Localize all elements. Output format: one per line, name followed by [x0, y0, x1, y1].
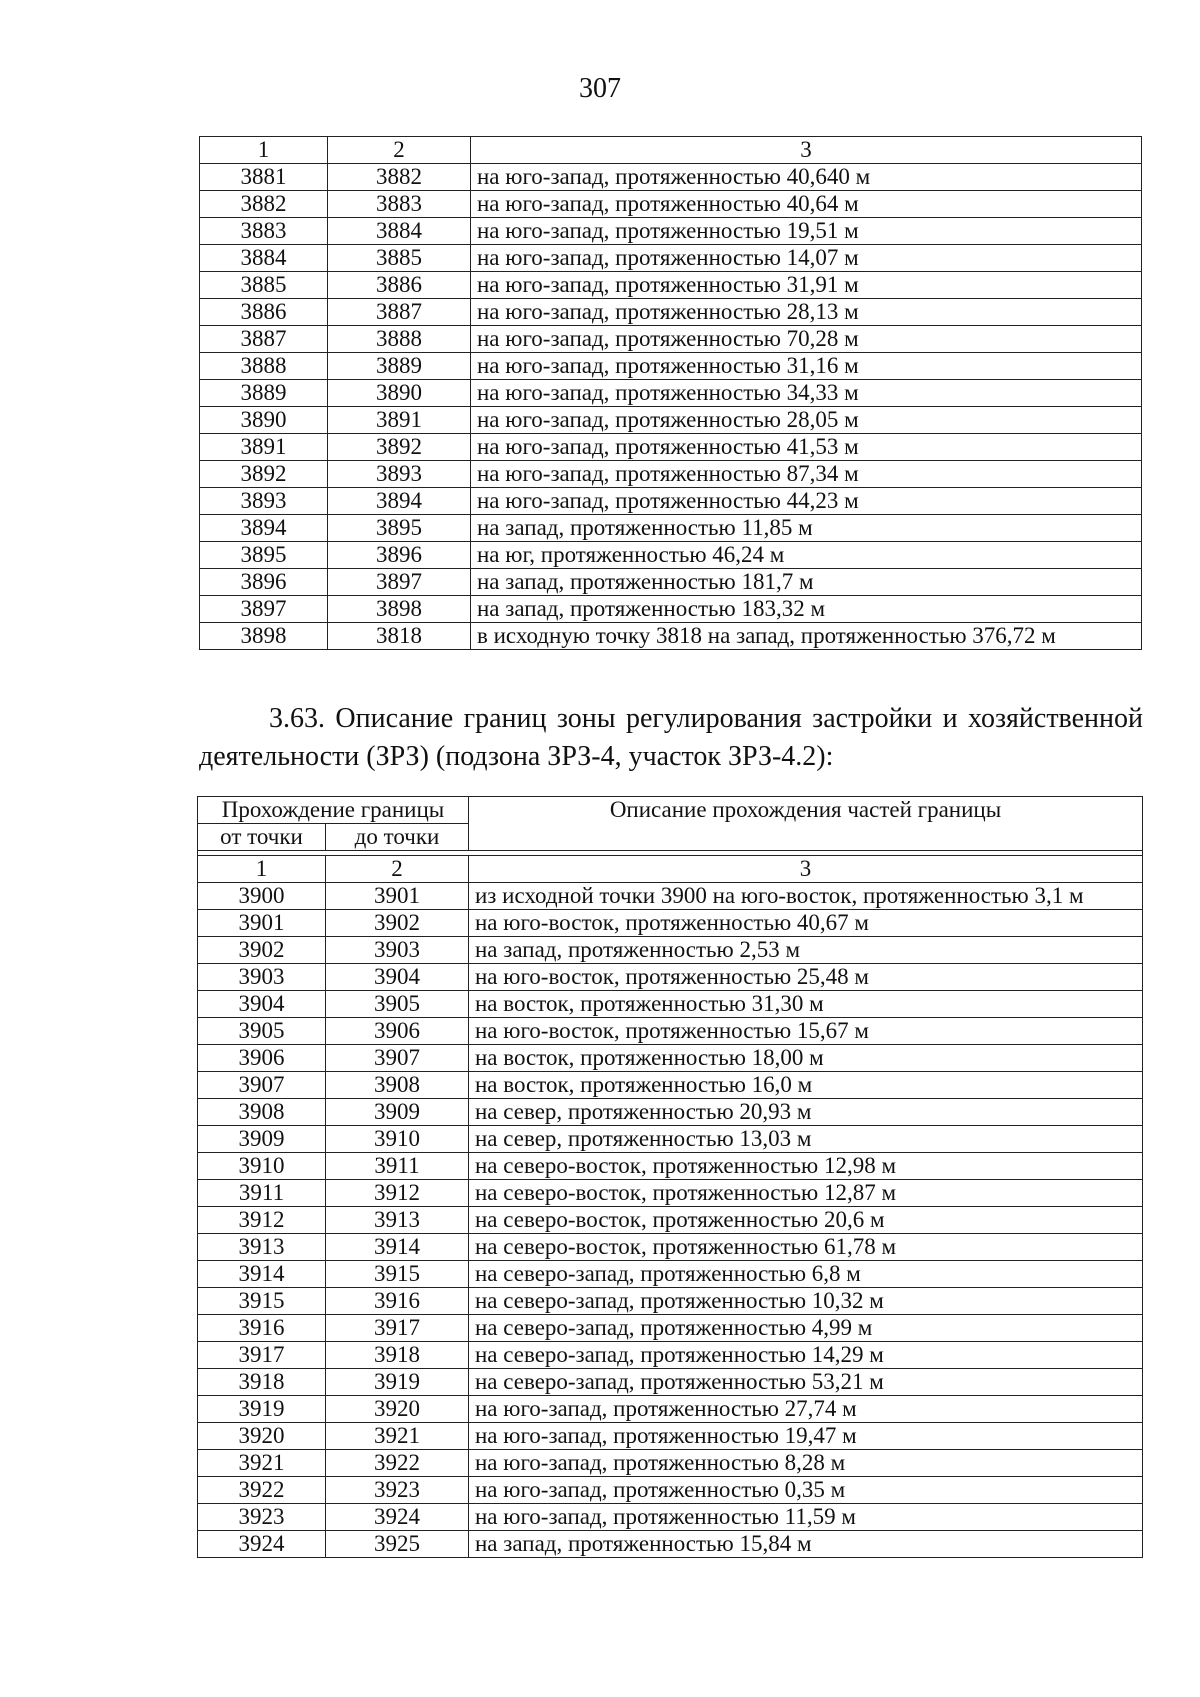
to-point-cell: 3887 [328, 299, 471, 326]
description-cell: на запад, протяженностью 181,7 м [471, 569, 1142, 596]
from-point-cell: 3918 [198, 1369, 326, 1396]
table-row [198, 1288, 1143, 1315]
to-point-cell: 3902 [326, 910, 469, 937]
boundary-table-continued [199, 136, 1142, 650]
to-point-cell: 3893 [328, 461, 471, 488]
table-row [200, 407, 1142, 434]
table-row [200, 542, 1142, 569]
to-point-cell: 3919 [326, 1369, 469, 1396]
description-cell: на северо-восток, протяженностью 61,78 м [469, 1234, 1143, 1261]
header-boundary-passage: Прохождение границы [198, 797, 469, 824]
from-point-cell: 3886 [200, 299, 328, 326]
section-heading [199, 700, 1143, 776]
table-row [198, 910, 1143, 937]
table-row [198, 1180, 1143, 1207]
column-number: 2 [326, 856, 469, 883]
from-point-cell: 3923 [198, 1504, 326, 1531]
from-point-cell: 3916 [198, 1315, 326, 1342]
to-point-cell: 3890 [328, 380, 471, 407]
description-cell: на юго-запад, протяженностью 70,28 м [471, 326, 1142, 353]
description-cell: на юго-восток, протяженностью 25,48 м [469, 964, 1143, 991]
from-point-cell: 3887 [200, 326, 328, 353]
column-number: 1 [198, 856, 326, 883]
description-cell: на юго-запад, протяженностью 31,16 м [471, 353, 1142, 380]
to-point-cell: 3891 [328, 407, 471, 434]
description-cell: на северо-запад, протяженностью 10,32 м [469, 1288, 1143, 1315]
to-point-cell: 3916 [326, 1288, 469, 1315]
from-point-cell: 3883 [200, 218, 328, 245]
table-row [198, 1531, 1143, 1558]
table-row [200, 596, 1142, 623]
to-point-cell: 3905 [326, 991, 469, 1018]
from-point-cell: 3905 [198, 1018, 326, 1045]
to-point-cell: 3921 [326, 1423, 469, 1450]
table-row [200, 515, 1142, 542]
to-point-cell: 3909 [326, 1099, 469, 1126]
column-number: 3 [469, 856, 1143, 883]
table-row [200, 380, 1142, 407]
to-point-cell: 3906 [326, 1018, 469, 1045]
from-point-cell: 3922 [198, 1477, 326, 1504]
table-row [198, 883, 1143, 910]
table-row [200, 164, 1142, 191]
description-cell: на юго-запад, протяженностью 8,28 м [469, 1450, 1143, 1477]
page-number: 307 [579, 73, 621, 104]
description-cell: на юго-восток, протяженностью 15,67 м [469, 1018, 1143, 1045]
to-point-cell: 3897 [328, 569, 471, 596]
description-cell: на север, протяженностью 13,03 м [469, 1126, 1143, 1153]
table-body [200, 137, 1142, 650]
column-number: 3 [471, 137, 1142, 164]
from-point-cell: 3881 [200, 164, 328, 191]
from-point-cell: 3908 [198, 1099, 326, 1126]
table-row [198, 1504, 1143, 1531]
description-cell: на северо-восток, протяженностью 20,6 м [469, 1207, 1143, 1234]
table-row [198, 937, 1143, 964]
boundary-table-zrz-4-2 [197, 796, 1143, 1558]
to-point-cell: 3924 [326, 1504, 469, 1531]
table-row [198, 1126, 1143, 1153]
from-point-cell: 3884 [200, 245, 328, 272]
to-point-cell: 3895 [328, 515, 471, 542]
section-heading-line-1: 3.63. Описание границ зоны регулирования застройки и хозяйственной [269, 703, 1143, 734]
from-point-cell: 3902 [198, 937, 326, 964]
to-point-cell: 3903 [326, 937, 469, 964]
table-row [198, 1045, 1143, 1072]
column-number: 2 [328, 137, 471, 164]
description-cell: на юго-запад, протяженностью 87,34 м [471, 461, 1142, 488]
table-row [200, 245, 1142, 272]
table-row [200, 488, 1142, 515]
to-point-cell: 3907 [326, 1045, 469, 1072]
description-cell: на юг, протяженностью 46,24 м [471, 542, 1142, 569]
section-heading-line-2: деятельности (ЗРЗ) (подзона ЗРЗ-4, участок ЗРЗ-4.2): [199, 741, 834, 772]
description-cell: на северо-запад, протяженностью 4,99 м [469, 1315, 1143, 1342]
table-row [198, 1450, 1143, 1477]
table-row [200, 191, 1142, 218]
table-row [198, 1234, 1143, 1261]
description-cell: на юго-запад, протяженностью 31,91 м [471, 272, 1142, 299]
table-row [198, 1072, 1143, 1099]
to-point-cell: 3920 [326, 1396, 469, 1423]
to-point-cell: 3884 [328, 218, 471, 245]
from-point-cell: 3911 [198, 1180, 326, 1207]
table-body [198, 797, 1143, 1558]
to-point-cell: 3913 [326, 1207, 469, 1234]
from-point-cell: 3889 [200, 380, 328, 407]
header-row [198, 797, 1143, 824]
to-point-cell: 3922 [326, 1450, 469, 1477]
from-point-cell: 3924 [198, 1531, 326, 1558]
description-cell: на северо-запад, протяженностью 6,8 м [469, 1261, 1143, 1288]
description-cell: на юго-запад, протяженностью 41,53 м [471, 434, 1142, 461]
description-cell: на юго-запад, протяженностью 40,64 м [471, 191, 1142, 218]
description-cell: на восток, протяженностью 31,30 м [469, 991, 1143, 1018]
from-point-cell: 3917 [198, 1342, 326, 1369]
description-cell: на юго-запад, протяженностью 44,23 м [471, 488, 1142, 515]
from-point-cell: 3901 [198, 910, 326, 937]
to-point-cell: 3911 [326, 1153, 469, 1180]
from-point-cell: 3909 [198, 1126, 326, 1153]
column-number: 1 [200, 137, 328, 164]
from-point-cell: 3904 [198, 991, 326, 1018]
table-row [200, 353, 1142, 380]
table-row [198, 1261, 1143, 1288]
to-point-cell: 3923 [326, 1477, 469, 1504]
to-point-cell: 3918 [326, 1342, 469, 1369]
from-point-cell: 3900 [198, 883, 326, 910]
table-row [200, 326, 1142, 353]
from-point-cell: 3919 [198, 1396, 326, 1423]
table-row [198, 1396, 1143, 1423]
to-point-cell: 3888 [328, 326, 471, 353]
from-point-cell: 3888 [200, 353, 328, 380]
table-row [198, 1477, 1143, 1504]
to-point-cell: 3910 [326, 1126, 469, 1153]
from-point-cell: 3882 [200, 191, 328, 218]
table-row [200, 569, 1142, 596]
description-cell: на юго-восток, протяженностью 40,67 м [469, 910, 1143, 937]
table-row [198, 1207, 1143, 1234]
table-row [198, 1369, 1143, 1396]
to-point-cell: 3917 [326, 1315, 469, 1342]
description-cell: на восток, протяженностью 18,00 м [469, 1045, 1143, 1072]
table-row [200, 434, 1142, 461]
from-point-cell: 3894 [200, 515, 328, 542]
description-cell: на юго-запад, протяженностью 27,74 м [469, 1396, 1143, 1423]
column-number-row [200, 137, 1142, 164]
table-row [198, 991, 1143, 1018]
from-point-cell: 3891 [200, 434, 328, 461]
description-cell: на юго-запад, протяженностью 11,59 м [469, 1504, 1143, 1531]
to-point-cell: 3912 [326, 1180, 469, 1207]
to-point-cell: 3883 [328, 191, 471, 218]
to-point-cell: 3904 [326, 964, 469, 991]
table-row [198, 1099, 1143, 1126]
table-row [200, 623, 1142, 650]
from-point-cell: 3912 [198, 1207, 326, 1234]
to-point-cell: 3882 [328, 164, 471, 191]
from-point-cell: 3921 [198, 1450, 326, 1477]
table-row [198, 1153, 1143, 1180]
to-point-cell: 3901 [326, 883, 469, 910]
to-point-cell: 3908 [326, 1072, 469, 1099]
table-row [198, 964, 1143, 991]
description-cell: на запад, протяженностью 2,53 м [469, 937, 1143, 964]
from-point-cell: 3893 [200, 488, 328, 515]
table-row [200, 272, 1142, 299]
description-cell: на северо-восток, протяженностью 12,98 м [469, 1153, 1143, 1180]
to-point-cell: 3898 [328, 596, 471, 623]
description-cell: на юго-запад, протяженностью 28,13 м [471, 299, 1142, 326]
from-point-cell: 3895 [200, 542, 328, 569]
from-point-cell: 3920 [198, 1423, 326, 1450]
description-cell: на запад, протяженностью 183,32 м [471, 596, 1142, 623]
to-point-cell: 3915 [326, 1261, 469, 1288]
description-cell: на восток, протяженностью 16,0 м [469, 1072, 1143, 1099]
description-cell: на запад, протяженностью 11,85 м [471, 515, 1142, 542]
table-row [198, 1315, 1143, 1342]
table-row [200, 299, 1142, 326]
to-point-cell: 3818 [328, 623, 471, 650]
description-cell: на юго-запад, протяженностью 19,51 м [471, 218, 1142, 245]
description-cell: из исходной точки 3900 на юго-восток, протяженностью 3,1 м [469, 883, 1143, 910]
to-point-cell: 3885 [328, 245, 471, 272]
header-to-point: до точки [326, 824, 469, 851]
description-cell: на север, протяженностью 20,93 м [469, 1099, 1143, 1126]
to-point-cell: 3892 [328, 434, 471, 461]
from-point-cell: 3906 [198, 1045, 326, 1072]
from-point-cell: 3896 [200, 569, 328, 596]
description-cell: на юго-запад, протяженностью 40,640 м [471, 164, 1142, 191]
table-row [200, 461, 1142, 488]
column-number-row [198, 856, 1143, 883]
description-cell: на северо-запад, протяженностью 53,21 м [469, 1369, 1143, 1396]
table-row [198, 1342, 1143, 1369]
from-point-cell: 3903 [198, 964, 326, 991]
description-cell: на северо-запад, протяженностью 14,29 м [469, 1342, 1143, 1369]
from-point-cell: 3915 [198, 1288, 326, 1315]
to-point-cell: 3894 [328, 488, 471, 515]
description-cell: на юго-запад, протяженностью 0,35 м [469, 1477, 1143, 1504]
table-row [198, 1423, 1143, 1450]
from-point-cell: 3898 [200, 623, 328, 650]
from-point-cell: 3890 [200, 407, 328, 434]
description-cell: на северо-восток, протяженностью 12,87 м [469, 1180, 1143, 1207]
to-point-cell: 3925 [326, 1531, 469, 1558]
from-point-cell: 3892 [200, 461, 328, 488]
to-point-cell: 3886 [328, 272, 471, 299]
from-point-cell: 3907 [198, 1072, 326, 1099]
description-cell: на юго-запад, протяженностью 14,07 м [471, 245, 1142, 272]
from-point-cell: 3914 [198, 1261, 326, 1288]
from-point-cell: 3910 [198, 1153, 326, 1180]
header-from-point: от точки [198, 824, 326, 851]
from-point-cell: 3913 [198, 1234, 326, 1261]
from-point-cell: 3897 [200, 596, 328, 623]
description-cell: на юго-запад, протяженностью 19,47 м [469, 1423, 1143, 1450]
description-cell: на юго-запад, протяженностью 28,05 м [471, 407, 1142, 434]
description-cell: в исходную точку 3818 на запад, протяженностью 376,72 м [471, 623, 1142, 650]
header-description: Описание прохождения частей границы [469, 797, 1143, 851]
table-row [200, 218, 1142, 245]
table-row [198, 1018, 1143, 1045]
to-point-cell: 3889 [328, 353, 471, 380]
to-point-cell: 3914 [326, 1234, 469, 1261]
description-cell: на запад, протяженностью 15,84 м [469, 1531, 1143, 1558]
description-cell: на юго-запад, протяженностью 34,33 м [471, 380, 1142, 407]
from-point-cell: 3885 [200, 272, 328, 299]
to-point-cell: 3896 [328, 542, 471, 569]
